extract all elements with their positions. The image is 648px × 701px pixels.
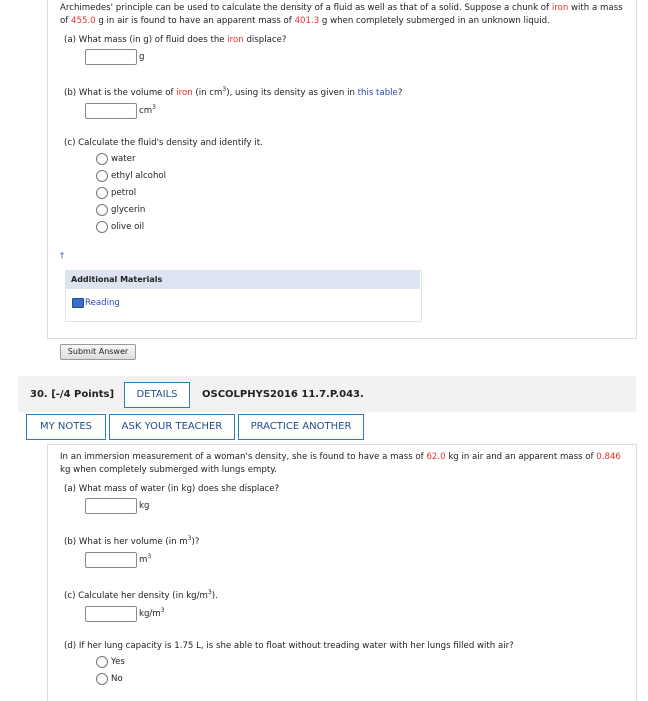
radio-olive-oil[interactable] xyxy=(96,221,108,233)
option-olive-oil-label: olive oil xyxy=(111,222,145,232)
radio-petrol[interactable] xyxy=(96,187,108,199)
radio-water[interactable] xyxy=(96,153,108,165)
dagger-icon: † xyxy=(60,251,64,260)
question-card-30 xyxy=(47,444,637,701)
q30-part-b-question: (b) What is her volume (in $m^3$)? xyxy=(64,535,200,547)
ask-your-teacher-button[interactable]: ASK YOUR TEACHER xyxy=(109,414,235,440)
part-a-unit: g xyxy=(139,52,145,62)
part-b-answer-input[interactable] xyxy=(85,103,137,119)
part-b-question: (b) What is the volume of iron (in $cm^3$), using its density as given in this table? xyxy=(64,86,403,98)
option-water-label: water xyxy=(111,154,136,164)
part-a-answer-input[interactable] xyxy=(85,49,137,65)
option-glycerin-label: glycerin xyxy=(111,205,146,215)
question-30-points: 30. [-/4 Points] xyxy=(30,389,115,400)
option-petrol-label: petrol xyxy=(111,188,137,198)
book-icon xyxy=(72,298,84,308)
part-b-unit: $cm^3$ xyxy=(139,104,156,116)
q30-part-d-question: (d) If her lung capacity is 1.75 L, is she able to float without treading water with her lungs filled with air? xyxy=(64,641,514,651)
part-c-question: (c) Calculate the fluid's density and identify it. xyxy=(64,138,263,148)
q30-part-c-unit: $kg/m^3$ xyxy=(139,607,165,619)
question-30-code: OSCOLPHYS2016 11.7.P.043. xyxy=(202,389,364,400)
additional-materials-title: Additional Materials xyxy=(71,275,163,284)
practice-another-button[interactable]: PRACTICE ANOTHER xyxy=(238,414,364,440)
q30-part-c-question: (c) Calculate her density (in $kg/m^3$). xyxy=(64,589,218,601)
q30-part-b-answer-input[interactable] xyxy=(85,552,137,568)
reading-link[interactable]: Reading xyxy=(85,298,120,308)
density-table-link[interactable]: this table xyxy=(357,87,398,98)
question-1-intro: Archimedes' principle can be used to calculate the density of a fluid as well as that of a solid. Suppose a chunk of iron with a mass of 455.0 g in air is found to have an apparent mass of 401.3 g when completely submerged in an unknown liquid. xyxy=(60,3,623,26)
q30-part-a-answer-input[interactable] xyxy=(85,498,137,514)
option-ethyl-alcohol-label: ethyl alcohol xyxy=(111,171,167,181)
submit-answer-button[interactable]: Submit Answer xyxy=(60,344,136,360)
q30-part-c-answer-input[interactable] xyxy=(85,606,137,622)
radio-yes[interactable] xyxy=(96,656,108,668)
q30-part-a-unit: kg xyxy=(139,501,150,511)
option-no-label: No xyxy=(111,674,123,684)
q30-part-a-question: (a) What mass of water (in kg) does she displace? xyxy=(64,484,280,494)
radio-ethyl-alcohol[interactable] xyxy=(96,170,108,182)
part-a-question: (a) What mass (in g) of fluid does the iron displace? xyxy=(64,35,287,45)
radio-glycerin[interactable] xyxy=(96,204,108,216)
radio-no[interactable] xyxy=(96,673,108,685)
my-notes-button[interactable]: MY NOTES xyxy=(26,414,106,440)
details-button[interactable]: DETAILS xyxy=(124,382,190,408)
option-yes-label: Yes xyxy=(111,657,125,667)
q30-part-b-unit: $m^3$ xyxy=(139,553,152,565)
question-30-intro: In an immersion measurement of a woman's density, she is found to have a mass of 62.0 kg in air and an apparent mass of 0.846 kg when completely submerged with lungs empty. xyxy=(60,452,621,475)
